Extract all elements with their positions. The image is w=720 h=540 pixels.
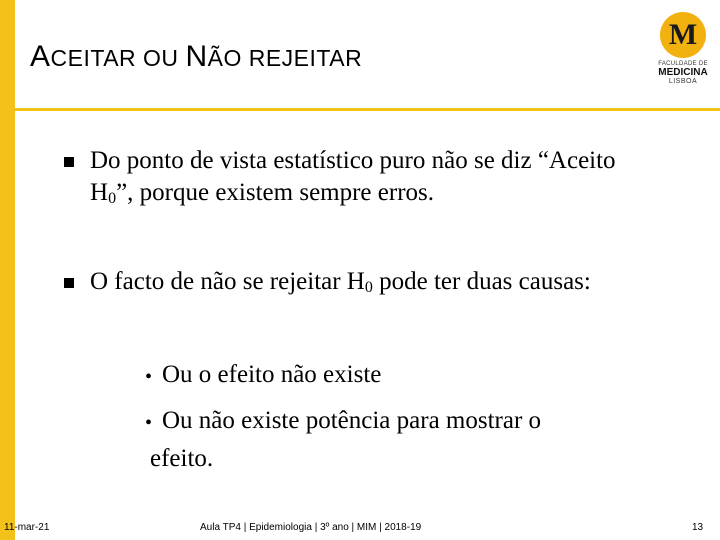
bullet-item-2 (64, 266, 664, 298)
sub-bullet-text-1: Ou o efeito não existe (162, 361, 382, 388)
title-text-1: CEITAR OU (50, 45, 186, 71)
sub-bullet-item-2 (145, 402, 670, 478)
round-bullet-icon: • (145, 412, 153, 434)
title-initial-n: N (185, 40, 208, 73)
square-bullet-icon (64, 278, 74, 288)
left-accent-bar (0, 0, 15, 540)
bullet-1-subscript: 0 (108, 190, 117, 207)
round-bullet-icon: • (145, 366, 153, 388)
logo-faculdade: FACULDADE DE (658, 61, 708, 67)
sub-bullet-text-2: Ou não existe potência para mostrar o (162, 407, 542, 434)
bullet-2-text-start: O facto de não se rejeitar H (90, 268, 365, 295)
title-text-2: ÃO REJEITAR (207, 45, 363, 71)
bullet-1-text-start: Do ponto de vista estatístico puro não se diz “Aceito H (90, 147, 616, 206)
bullet-1-text-end: ”, porque existem sempre erros. (116, 179, 435, 206)
bullet-2-text-end: pode ter duas causas: (372, 268, 591, 295)
title-initial-a: A (30, 40, 51, 73)
square-bullet-icon (64, 157, 74, 167)
title-divider (15, 108, 720, 111)
logo-badge-icon (660, 12, 706, 58)
slide-title (30, 40, 362, 74)
logo-lisboa: LISBOA (668, 78, 698, 85)
footer-course-info: Aula TP4 | Epidemiologia | 3º ano | MIM | 2018-19 (200, 522, 422, 533)
footer-date: 11-mar-21 (4, 522, 50, 533)
logo-letter: M (668, 18, 698, 51)
logo-medicina: MEDICINA (658, 67, 708, 78)
bullet-text-1 (90, 145, 664, 209)
sub-bullet-text-2-continuation: efeito. (150, 445, 214, 472)
footer-page-number: 13 (692, 522, 704, 533)
sub-bullet-item-1 (145, 356, 670, 394)
bullet-text-2 (90, 266, 664, 298)
bullet-2-subscript: 0 (364, 279, 373, 296)
bullet-item-1 (64, 145, 664, 209)
faculty-logo (652, 12, 714, 92)
